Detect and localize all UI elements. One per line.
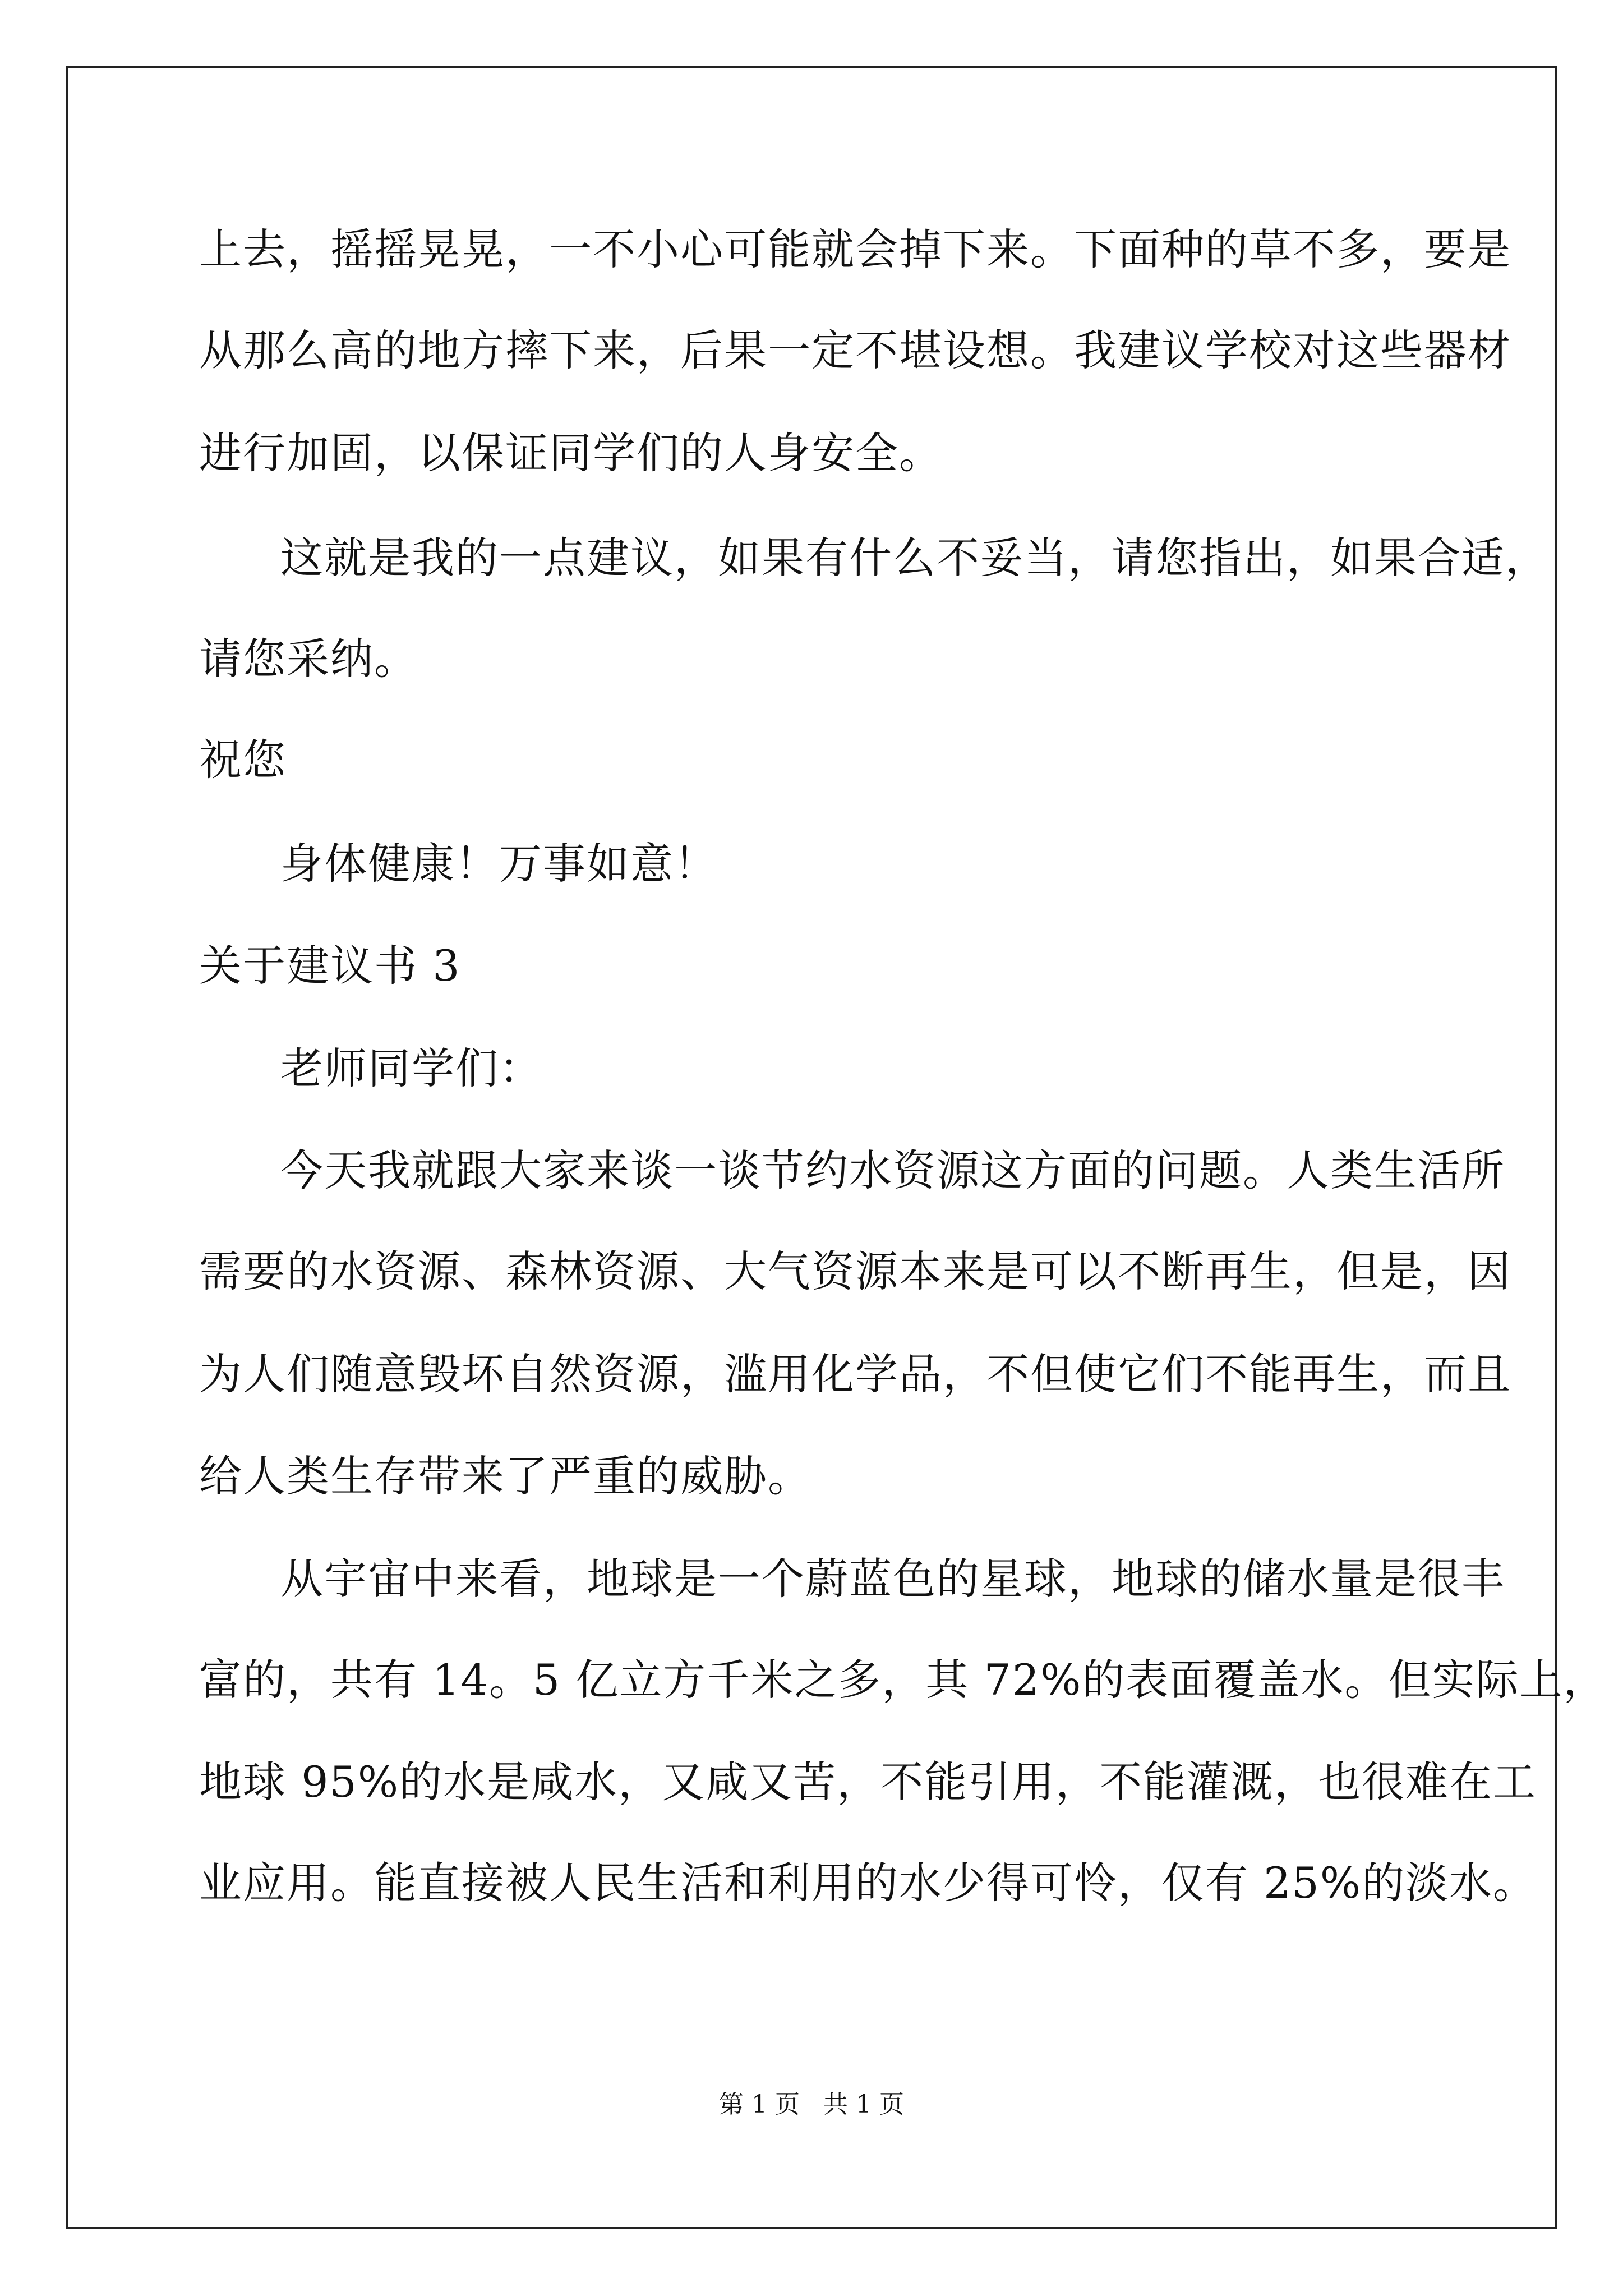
text-line: 请您采纳。 <box>199 634 418 684</box>
section-heading: 关于建议书 3 <box>199 941 461 991</box>
text-line: 地球 95%的水是咸水，又咸又苦，不能引用，不能灌溉，也很难在工 <box>199 1757 1537 1807</box>
text-line: 身体健康！万事如意！ <box>280 839 718 889</box>
text-line: 这就是我的一点建议，如果有什么不妥当，请您指出，如果合适， <box>280 533 1549 583</box>
text-line: 进行加固，以保证同学们的人身安全。 <box>199 428 943 478</box>
text-line: 业应用。能直接被人民生活和利用的水少得可怜，仅有 25%的淡水。 <box>199 1858 1537 1908</box>
text-line: 需要的水资源、森林资源、大气资源本来是可以不断再生，但是，因 <box>199 1246 1511 1296</box>
text-line: 祝您 <box>199 735 287 785</box>
text-line: 给人类生存带来了严重的威胁。 <box>199 1451 811 1501</box>
text-line: 从那么高的地方摔下来，后果一定不堪设想。我建议学校对这些器材 <box>199 325 1511 375</box>
text-line: 从宇宙中来看，地球是一个蔚蓝色的星球，地球的储水量是很丰 <box>280 1554 1505 1604</box>
text-line: 今天我就跟大家来谈一谈节约水资源这方面的问题。人类生活所 <box>280 1145 1505 1195</box>
page-footer: 第 1 页 共 1 页 <box>719 2090 904 2119</box>
salutation: 老师同学们： <box>280 1043 543 1093</box>
text-line: 上去，摇摇晃晃，一不小心可能就会掉下来。下面种的草不多，要是 <box>199 224 1511 274</box>
text-line: 为人们随意毁坏自然资源，滥用化学品，不但使它们不能再生，而且 <box>199 1349 1511 1399</box>
text-line: 富的，共有 14。5 亿立方千米之多，其 72%的表面覆盖水。但实际上， <box>199 1655 1607 1705</box>
